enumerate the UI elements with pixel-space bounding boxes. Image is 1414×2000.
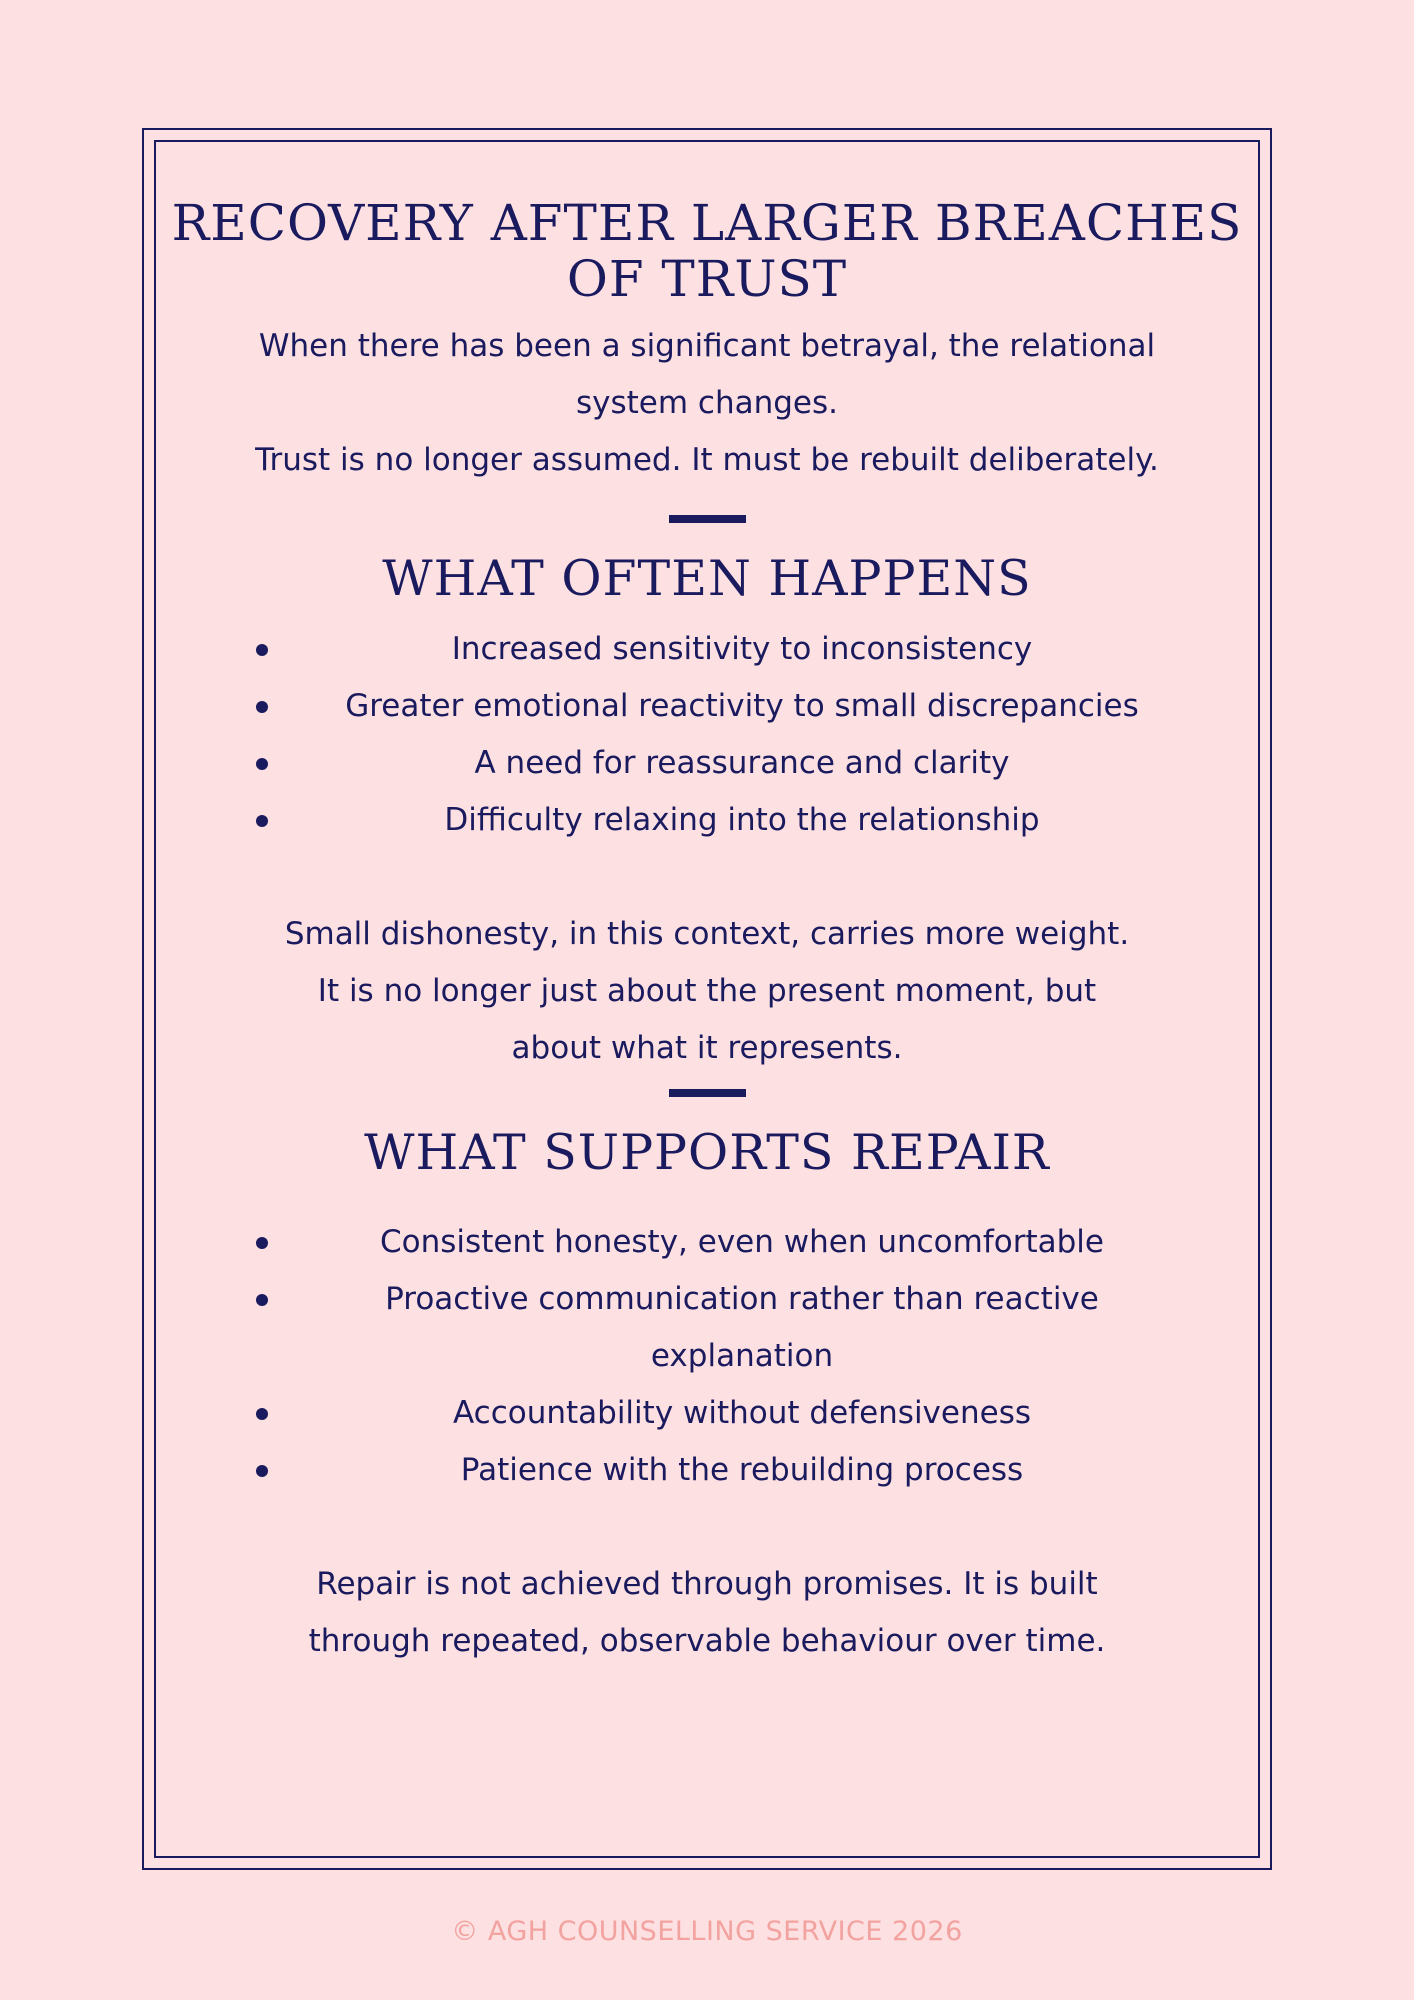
section-heading-what-supports-repair: WHAT SUPPORTS REPAIR [364,1124,1050,1181]
list-item: Increased sensitivity to inconsistency [170,621,1244,678]
bullet-icon [256,1294,268,1306]
what-often-happens-list [170,621,1244,849]
intro-text [170,318,1244,489]
section-divider [669,1089,746,1097]
list-item: Patience with the rebuilding process [170,1442,1244,1499]
bullet-icon [256,758,268,770]
list-item: Consistent honesty, even when uncomfortable [170,1214,1244,1271]
page-title: RECOVERY AFTER LARGER BREACHES OF TRUST [171,194,1243,308]
document-content [170,140,1244,1670]
list-item: Difficulty relaxing into the relationship [170,792,1244,849]
what-supports-repair-list [170,1214,1244,1499]
copyright-footer: © AGH COUNSELLING SERVICE 2026 [451,1916,963,1947]
bullet-icon [256,1237,268,1249]
section1-paragraph: Small dishonesty, in this context, carries more weight. It is no longer just about the present moment, but about what it represents. [284,916,1130,1066]
list-item: A need for reassurance and clarity [170,735,1244,792]
bullet-icon [256,1408,268,1420]
section2-paragraph: Repair is not achieved through promises. It is built through repeated, observable behaviour over time. [308,1566,1106,1659]
list-item: Proactive communication rather than reactive explanation [170,1271,1244,1385]
list-item: Greater emotional reactivity to small discrepancies [170,678,1244,735]
section-heading-what-often-happens: WHAT OFTEN HAPPENS [382,550,1032,607]
intro-line-1: When there has been a significant betrayal, the relational system changes. [258,328,1156,421]
bullet-icon [256,701,268,713]
list-item: Accountability without defensiveness [170,1385,1244,1442]
section-divider [669,515,746,523]
bullet-icon [256,815,268,827]
bullet-icon [256,1465,268,1477]
intro-line-2: Trust is no longer assumed. It must be rebuilt deliberately. [255,442,1159,478]
bullet-icon [256,644,268,656]
